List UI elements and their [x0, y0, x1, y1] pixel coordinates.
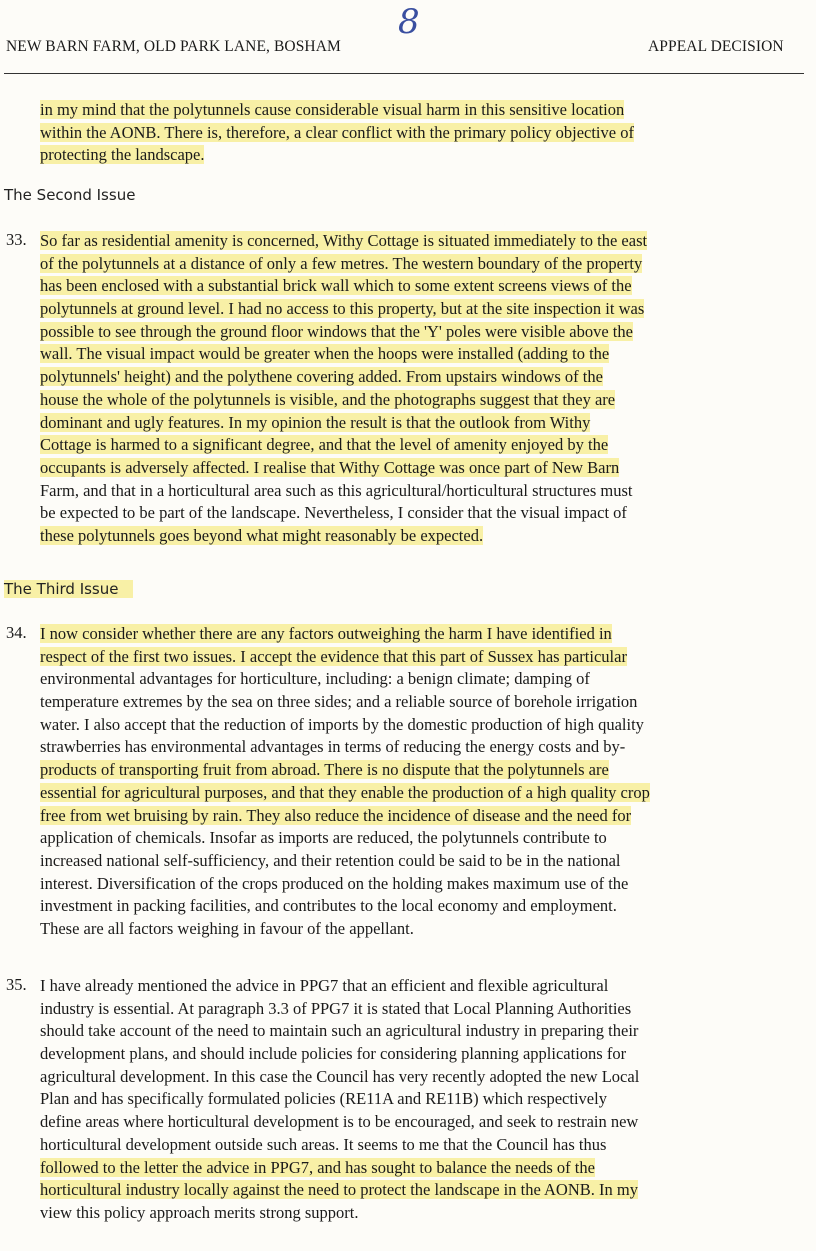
text-line: investment in packing facilities, and contributes to the local economy and employment. — [40, 896, 617, 916]
header-title: NEW BARN FARM, OLD PARK LANE, BOSHAM — [6, 38, 341, 55]
text-line: should take account of the need to maintain such an agricultural industry in preparing their — [40, 1021, 639, 1041]
header-rule — [4, 73, 804, 74]
paragraph-35 — [40, 975, 800, 1225]
text-line: application of chemicals. Insofar as imports are reduced, the polytunnels contribute to — [40, 828, 607, 848]
text-line: has been enclosed with a substantial brick wall which to some extent screens views of the — [40, 276, 632, 296]
text-line: Cottage is harmed to a significant degree, and that the level of amenity enjoyed by the — [40, 435, 609, 455]
text-line: agricultural development. In this case the Council has very recently adopted the new Local — [40, 1066, 640, 1086]
text-line: possible to see through the ground floor windows that the 'Y' poles were visible above the — [40, 321, 633, 341]
text-line: increased national self-sufficiency, and their retention could be said to be in the national — [40, 850, 621, 870]
paragraph-34 — [40, 623, 800, 941]
handwritten-page-number: 8 — [398, 2, 420, 42]
section-heading-third-issue — [4, 580, 133, 598]
header-document-type: APPEAL DECISION — [648, 38, 784, 55]
text-line: be expected to be part of the landscape. Nevertheless, I consider that the visual impact of — [40, 503, 627, 523]
text-line: These are all factors weighing in favour of the appellant. — [40, 918, 414, 938]
text-line: these polytunnels goes beyond what might reasonably be expected. — [40, 525, 484, 545]
section-heading-second-issue: The Second Issue — [4, 186, 136, 204]
text-line: essential for agricultural purposes, and that they enable the production of a high quality crop — [40, 782, 650, 802]
text-line: industry is essential. At paragraph 3.3 of PPG7 it is stated that Local Planning Authorities — [40, 998, 632, 1018]
text-line: of the polytunnels at a distance of only a few metres. The western boundary of the property — [40, 253, 643, 273]
text-line: I now consider whether there are any factors outweighing the harm I have identified in — [40, 624, 612, 643]
text-line: Farm, and that in a horticultural area such as this agricultural/horticultural structures must — [40, 480, 633, 500]
text-line: house the whole of the polytunnels is visible, and the photographs suggest that they are — [40, 389, 616, 409]
text-line: in my mind that the polytunnels cause considerable visual harm in this sensitive location — [40, 100, 625, 119]
text-line: I have already mentioned the advice in PPG7 that an efficient and flexible agricultural — [40, 976, 609, 995]
text-line: dominant and ugly features. In my opinion the result is that the outlook from Withy — [40, 412, 591, 432]
text-line: polytunnels at ground level. I had no access to this property, but at the site inspection it was — [40, 299, 645, 319]
text-line: environmental advantages for horticulture, including: a benign climate; damping of — [40, 669, 590, 689]
text-line: strawberries has environmental advantages in terms of reducing the energy costs and by- — [40, 737, 626, 757]
intro-paragraph — [40, 99, 800, 167]
paragraph-33 — [40, 230, 800, 548]
text-line: horticultural development outside such areas. It seems to me that the Council has thus — [40, 1134, 607, 1154]
text-line: polytunnels' height) and the polythene covering added. From upstairs windows of the — [40, 367, 603, 387]
text-line: Plan and has specifically formulated policies (RE11A and RE11B) which respectively — [40, 1089, 607, 1109]
text-line: view this policy approach merits strong support. — [40, 1202, 359, 1222]
text-line: So far as residential amenity is concerned, Withy Cottage is situated immediately to the east — [40, 231, 648, 250]
paragraph-number-34: 34. — [6, 623, 27, 642]
text-line: development plans, and should include policies for considering planning applications for — [40, 1044, 627, 1064]
text-line: occupants is adversely affected. I realise that Withy Cottage was once part of New Barn — [40, 457, 620, 477]
text-line: horticultural industry locally against the need to protect the landscape in the AONB. In my — [40, 1180, 638, 1200]
text-line: temperature extremes by the sea on three sides; and a reliable source of borehole irrigation — [40, 692, 638, 712]
text-line: products of transporting fruit from abroad. There is no dispute that the polytunnels are — [40, 760, 609, 780]
paragraph-number-35: 35. — [6, 975, 27, 994]
text-line: respect of the first two issues. I accept the evidence that this part of Sussex has particular — [40, 646, 627, 666]
text-line: within the AONB. There is, therefore, a clear conflict with the primary policy objective of — [40, 122, 634, 142]
text-line: protecting the landscape. — [40, 145, 205, 165]
text-line: define areas where horticultural development is to be encouraged, and seek to restrain new — [40, 1112, 639, 1132]
heading-text: The Third Issue — [4, 580, 133, 598]
text-line: water. I also accept that the reduction of imports by the domestic production of high quality — [40, 714, 644, 734]
text-line: interest. Diversification of the crops produced on the holding makes maximum use of the — [40, 873, 629, 893]
text-line: followed to the letter the advice in PPG7, and has sought to balance the needs of the — [40, 1157, 595, 1177]
paragraph-number-33: 33. — [6, 230, 27, 249]
text-line: free from wet bruising by rain. They also reduce the incidence of disease and the need for — [40, 805, 632, 825]
text-line: wall. The visual impact would be greater when the hoops were installed (adding to the — [40, 344, 610, 364]
